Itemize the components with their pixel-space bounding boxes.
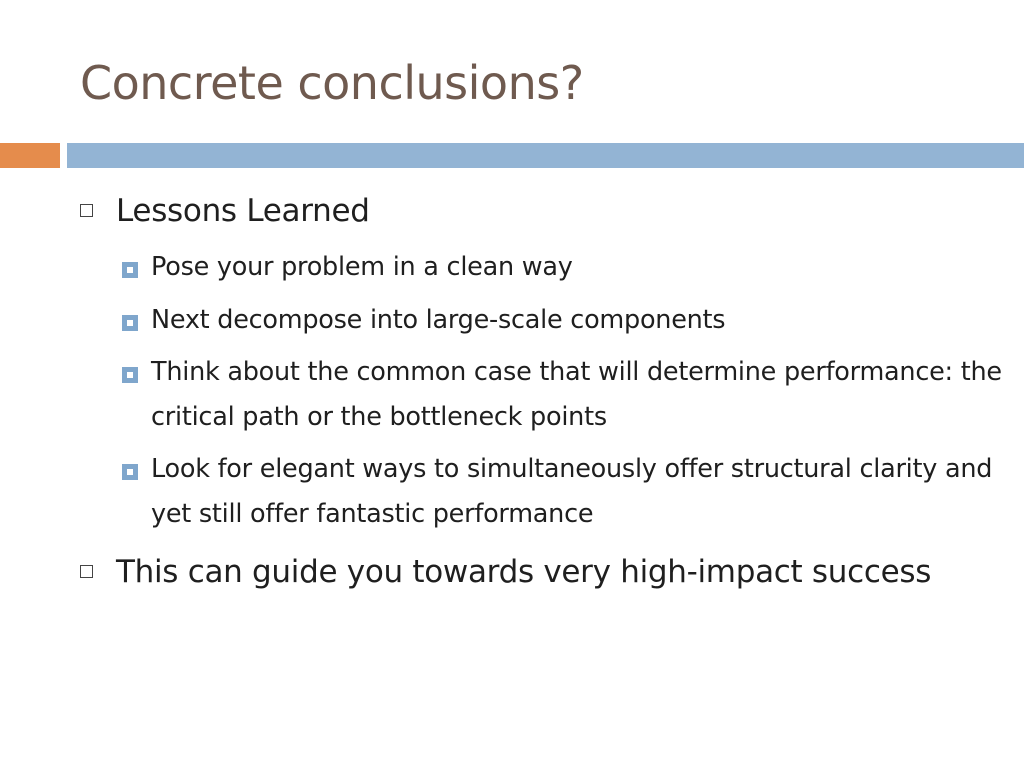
- sub-bullet-text: Look for elegant ways to simultaneously offer structural clarity and yet still offer fantastic performance: [151, 454, 993, 529]
- filled-square-bullet-icon: [122, 262, 138, 278]
- hollow-square-bullet-icon: [80, 565, 93, 578]
- filled-square-bullet-icon: [122, 367, 138, 383]
- sub-bullet-text: Next decompose into large-scale components: [151, 305, 726, 335]
- filled-square-bullet-icon: [122, 315, 138, 331]
- bullet-text: This can guide you towards very high-impact success: [116, 554, 932, 590]
- hollow-square-bullet-icon: [80, 204, 93, 217]
- sub-bullet-text: Think about the common case that will determine performance: the critical path or the bottleneck points: [151, 357, 1002, 432]
- filled-square-bullet-icon: [122, 464, 138, 480]
- sub-bullet-text: Pose your problem in a clean way: [151, 252, 573, 282]
- bullet-text: Lessons Learned: [116, 193, 370, 229]
- slide-title: Concrete conclusions?: [80, 56, 584, 110]
